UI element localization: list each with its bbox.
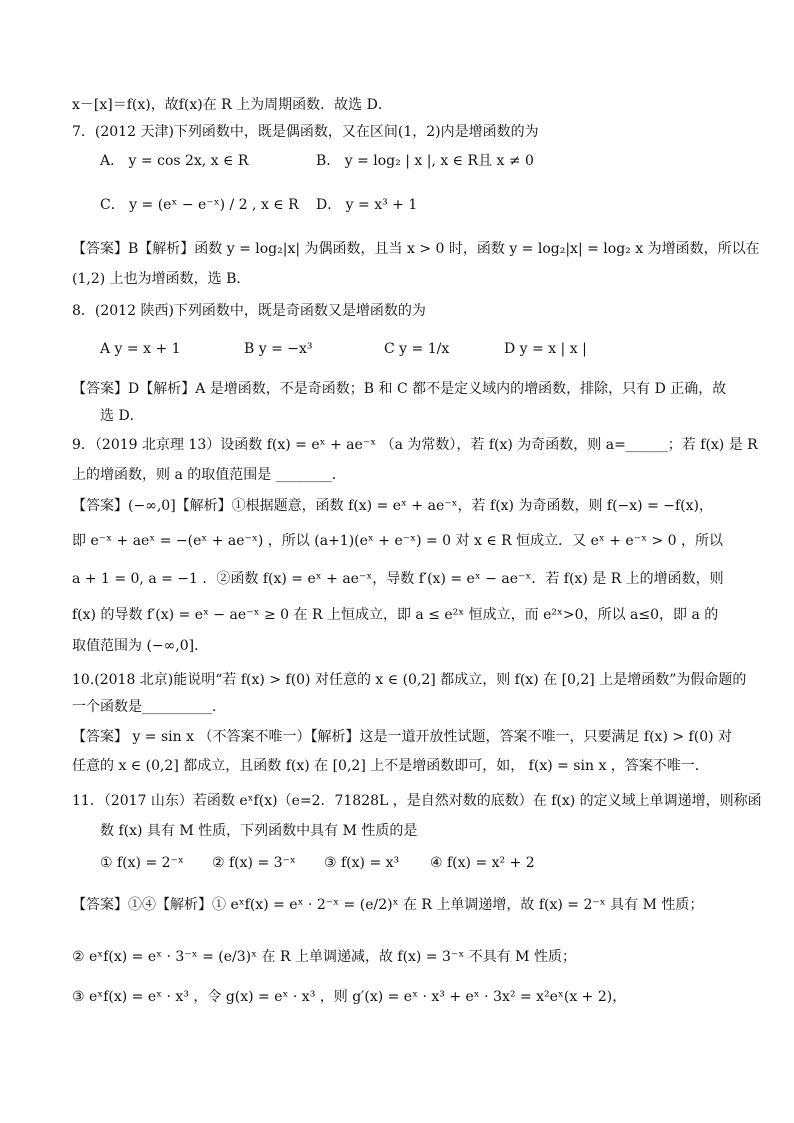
option-b: B． y = log₂ | x |, x ∈ R且 x ≠ 0 bbox=[316, 153, 534, 169]
answer-9-line4: f(x) 的导数 f′(x) = eˣ − ae⁻ˣ ≥ 0 在 R 上恒成立，即 a ≤ e²ˣ 恒成立，而 e²ˣ>0，所以 a≤0，即 a 的 bbox=[72, 607, 719, 623]
answer-11-line1: 【答案】①④【解析】① eˣf(x) = eˣ · 2⁻ˣ = (e/2)ˣ 在 R 上单调递增，故 f(x) = 2⁻ˣ 具有 M 性质； bbox=[72, 897, 704, 913]
question-10-line1: 10.(2018 北京)能说明“若 f(x) > f(0) 对任意的 x ∈ (0,2] 都成立，则 f(x) 在 [0,2] 上是增函数”为假命题的 bbox=[72, 672, 747, 688]
option-2: ② f(x) = 3⁻ˣ bbox=[212, 855, 296, 871]
answer-8-line2: 选 D． bbox=[100, 408, 144, 424]
answer-8-line1: 【答案】D【解析】A 是增函数，不是奇函数；B 和 C 都不是定义域内的增函数，排除，只有 D 正确，故 bbox=[72, 381, 727, 397]
question-7: 7．(2012 天津)下列函数中，既是偶函数，又在区间(1，2)内是增函数的为 bbox=[72, 124, 539, 140]
question-11-line1: 11．（2017 山东）若函数 eˣf(x)（e=2．71828L ，是自然对数的底数）在 f(x) 的定义域上单调递增，则称函 bbox=[72, 793, 762, 809]
question-9-line2: 上的增函数，则 a 的取值范围是 ________． bbox=[72, 467, 346, 483]
answer-9-line2: 即 e⁻ˣ + aeˣ = −(eˣ + ae⁻ˣ) ，所以 (a+1)(eˣ + e⁻ˣ) = 0 对 x ∈ R 恒成立．又 eˣ + e⁻ˣ > 0 ，所以 bbox=[72, 533, 724, 549]
question-10-line2: 一个函数是__________． bbox=[72, 699, 226, 715]
question-11-line2: 数 f(x) 具有 M 性质，下列函数中具有 M 性质的是 bbox=[100, 823, 418, 839]
option-1: ① f(x) = 2⁻ˣ bbox=[100, 855, 184, 871]
question-8: 8．(2012 陕西)下列函数中，既是奇函数又是增函数的为 bbox=[72, 303, 426, 319]
answer-9-line1: 【答案】(−∞,0]【解析】①根据题意，函数 f(x) = eˣ + ae⁻ˣ，若 f(x) 为奇函数，则 f(−x) = −f(x)， bbox=[72, 498, 714, 514]
answer-11-line2: ② eˣf(x) = eˣ · 3⁻ˣ = (e/3)ˣ 在 R 上单调递减，故 f(x) = 3⁻ˣ 不具有 M 性质； bbox=[72, 949, 576, 965]
answer-10-line2: 任意的 x ∈ (0,2] 都成立，且函数 f(x) 在 [0,2] 上不是增函数即可，如， f(x) = sin x ，答案不唯一． bbox=[72, 758, 709, 774]
option-a: A y = x + 1 bbox=[100, 341, 181, 357]
option-a: A． y = cos 2x, x ∈ R bbox=[100, 153, 249, 169]
option-d: D． y = x³ + 1 bbox=[316, 197, 418, 213]
text-line: x－[x]＝f(x)，故f(x)在 R 上为周期函数．故选 D． bbox=[72, 97, 392, 113]
option-c: C． y = (eˣ − e⁻ˣ) / 2 , x ∈ R bbox=[100, 197, 299, 213]
answer-9-line5: 取值范围为 (−∞,0]． bbox=[72, 638, 209, 654]
answer-7-line2: (1,2) 上也为增函数，选 B． bbox=[72, 271, 251, 287]
answer-11-line3: ③ eˣf(x) = eˣ · x³ ，令 g(x) = eˣ · x³ ，则 g′(x) = eˣ · x³ + eˣ · 3x² = x²eˣ(x + 2)， bbox=[72, 989, 627, 1005]
option-b: B y = −x³ bbox=[244, 341, 313, 357]
answer-10-line1: 【答案】 y = sin x （不答案不唯一）【解析】这是一道开放性试题，答案不唯一，只要满足 f(x) > f(0) 对 bbox=[72, 729, 733, 745]
answer-7-line1: 【答案】B【解析】函数 y = log₂|x| 为偶函数，且当 x > 0 时，函数 y = log₂|x| = log₂ x 为增函数，所以在 bbox=[72, 241, 760, 257]
option-d: D y = x | x | bbox=[504, 341, 587, 357]
option-3: ③ f(x) = x³ bbox=[324, 855, 400, 871]
answer-9-line3: a + 1 = 0, a = −1 ．②函数 f(x) = eˣ + ae⁻ˣ，导数 f′(x) = eˣ − ae⁻ˣ．若 f(x) 是 R 上的增函数，则 bbox=[72, 571, 724, 587]
option-4: ④ f(x) = x² + 2 bbox=[430, 855, 535, 871]
question-9-line1: 9．（2019 北京理 13）设函数 f(x) = eˣ + ae⁻ˣ （a 为常数），若 f(x) 为奇函数，则 a=______；若 f(x) 是 R bbox=[72, 437, 758, 453]
option-c: C y = 1/x bbox=[384, 341, 450, 357]
